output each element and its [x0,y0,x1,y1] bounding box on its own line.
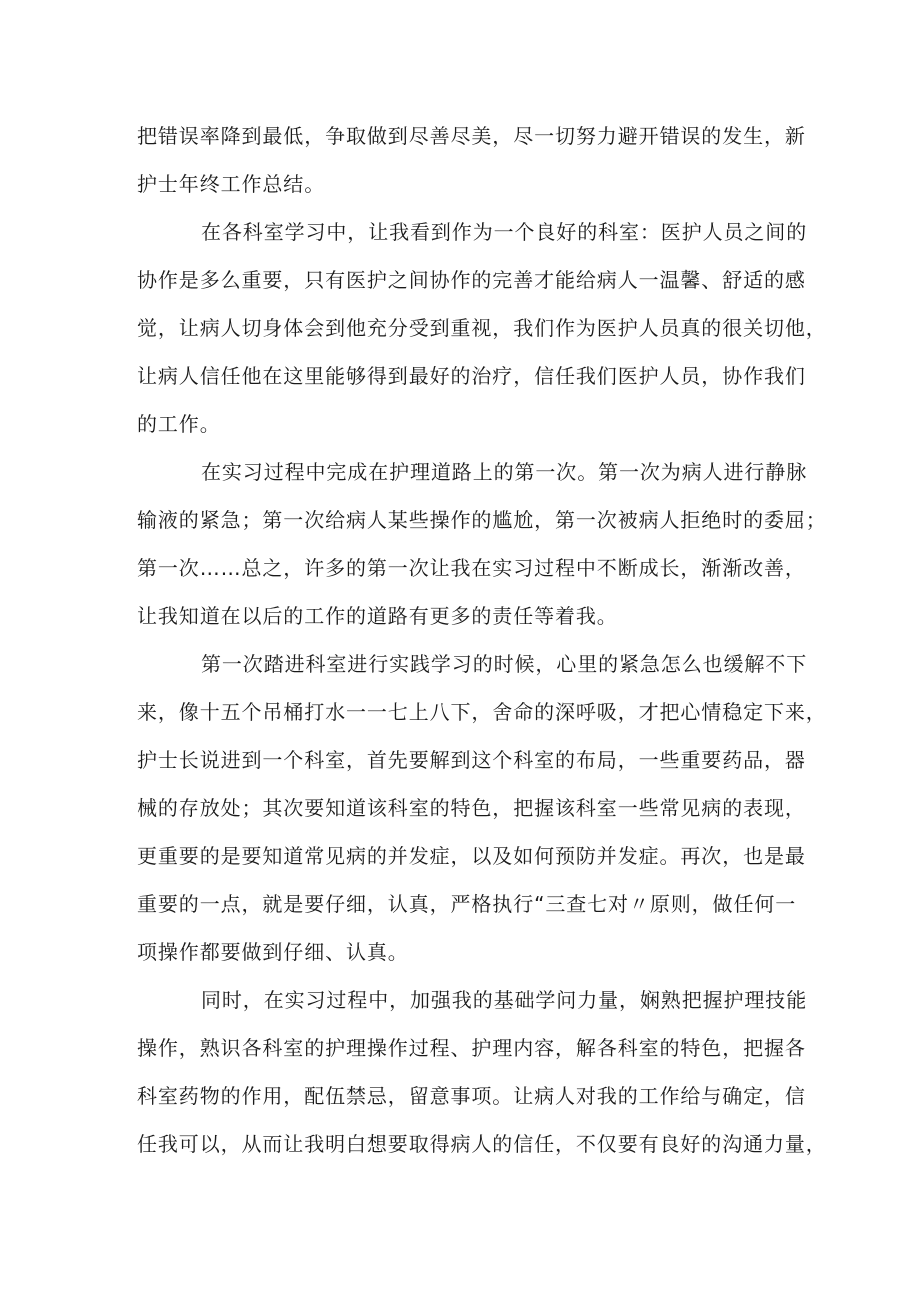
paragraph-first-line: 在实习过程中完成在护理道路上的第一次。第一次为病人进行静脉 [201,460,808,484]
text-line: 把错误率降到最低，争取做到尽善尽美，尽一切努力避开错误的发生，新 [137,124,806,148]
text-line: 操作，熟识各科室的护理操作过程、护理内容，解各科室的特色，把握各 [137,1036,806,1060]
text-line: 任我可以，从而让我明白想要取得病人的信任，不仅要有良好的沟通力量， [137,1132,827,1156]
text-line: 重要的一点，就是要仔细，认真，严格执行“三查七对〃原则，做任何一 [137,892,797,916]
text-line: 第一次……总之，许多的第一次让我在实习过程中不断成长，渐渐改善， [137,556,806,580]
paragraph-first-line: 第一次踏进科室进行实践学习的时候，心里的紧急怎么也缓解不下 [201,652,808,676]
text-line: 让病人信任他在这里能够得到最好的治疗，信任我们医护人员，协作我们 [137,364,806,388]
text-line: 输液的紧急；第一次给病人某些操作的尴尬，第一次被病人拒绝时的委屈； [137,508,827,532]
text-line: 来，像十五个吊桶打水一一七上八下，舍命的深呼吸，才把心情稳定下来， [137,700,827,724]
text-line: 的工作。 [137,412,221,436]
text-line: 护士长说进到一个科室，首先要解到这个科室的布局，一些重要药品，器 [137,748,806,772]
text-line: 更重要的是要知道常见病的并发症，以及如何预防并发症。再次，也是最 [137,844,806,868]
text-line: 项操作都要做到仔细、认真。 [137,940,409,964]
text-line: 协作是多么重要，只有医护之间协作的完善才能给病人一温馨、舒适的感 [137,268,806,292]
text-line: 护士年终工作总结。 [137,172,326,196]
text-line: 械的存放处；其次要知道该科室的特色，把握该科室一些常见病的表现， [137,796,806,820]
text-line: 科室药物的作用，配伍禁忌，留意事项。让病人对我的工作给与确定，信 [137,1084,806,1108]
text-line: 觉，让病人切身体会到他充分受到重视，我们作为医护人员真的很关切他， [137,316,827,340]
text-line: 让我知道在以后的工作的道路有更多的责任等着我。 [137,604,618,628]
paragraph-first-line: 在各科室学习中，让我看到作为一个良好的科室：医护人员之间的 [201,220,808,244]
paragraph-first-line: 同时，在实习过程中，加强我的基础学问力量，娴熟把握护理技能 [201,988,808,1012]
